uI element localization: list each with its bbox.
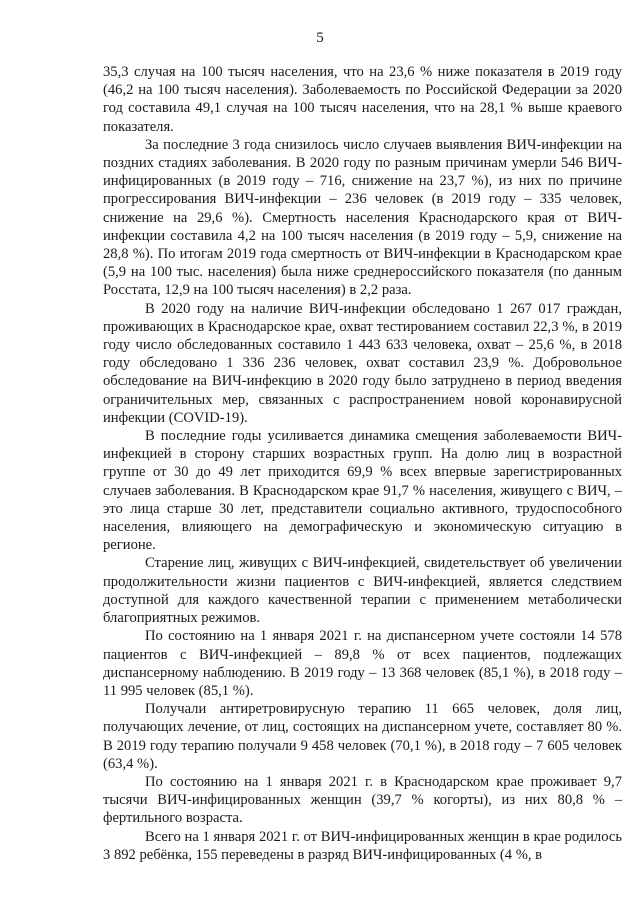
paragraph-antiretroviral-therapy: Получали антиретровирусную терапию 11 665 человек, доля лиц, получающих лечение, от лиц, состоящих на диспансерном учете, составляет 80 %. В 2019 году терапию получали 9 458 человек (70,1 %), в 2018 году – 7 605 человек (63,4 %).	[103, 701, 622, 772]
paragraph-continuation: 35,3 случая на 100 тысяч населения, что на 23,6 % ниже показателя в 2019 году (46,2 на 100 тысяч населения). Заболеваемость по Российской Федерации за 2020 год составила 49,1 случая на 100 тысяч населения, что на 28,1 % выше краевого показателя.	[103, 64, 622, 135]
paragraph-women: По состоянию на 1 января 2021 г. в Краснодарском крае проживает 9,7 тысячи ВИЧ-инфицированных женщин (39,7 % когорты), из них 80,8 % – фертильного возраста.	[103, 773, 622, 827]
paragraph-late-stage-detection: За последние 3 года снизилось число случаев выявления ВИЧ-инфекции на поздних стадиях заболевания. В 2020 году по разным причинам умерли 546 ВИЧ-инфицированных (в 2019 году – 716, снижение на 23,7 %), из них по причине прогрессирования ВИЧ-инфекции – 236 человек (в 2019 году – 335 человек, снижение на 29,6 %). Смертность населения Краснодарского края от ВИЧ-инфекции составила 4,2 на 100 тысяч населения (в 2019 году – 5,9, снижение на 28,8 %). По итогам 2019 года смертность от ВИЧ-инфекции в Краснодарском крае (5,9 на 100 тыс. населения) была ниже среднероссийского показателя (по данным Росстата, 12,9 на 100 тысяч населения) в 2,2 раза.	[103, 136, 622, 299]
document-body	[103, 63, 622, 864]
paragraph-age-shift: В последние годы усиливается динамика смещения заболеваемости ВИЧ-инфекцией в сторону старших возрастных групп. На долю лиц в возрастной группе от 30 до 49 лет приходится 69,9 % всех впервые зарегистрированных случаев заболевания. В Краснодарском крае 91,7 % населения, живущего с ВИЧ, – это лица старше 30 лет, представители социально активного, трудоспособного населения, влияющего на демографическую и экономическую ситуацию в регионе.	[103, 428, 622, 554]
page-number: 5	[316, 30, 324, 46]
paragraph-dispensary-registration: По состоянию на 1 января 2021 г. на диспансерном учете состояли 14 578 пациентов с ВИЧ-инфекцией – 89,8 % от всех пациентов, подлежащих диспансерному наблюдению. В 2019 году – 13 368 человек (85,1 %), в 2018 году – 11 995 человек (85,1 %).	[103, 628, 622, 699]
paragraph-testing-coverage: В 2020 году на наличие ВИЧ-инфекции обследовано 1 267 017 граждан, проживающих в Краснодарское крае, охват тестированием составил 22,3 %, в 2019 году число обследованных составило 1 443 633 человека, охват – 25,6 %, в 2018 году обследовано 1 336 236 человек, охват составил 23,9 %. Добровольное обследование на ВИЧ-инфекцию в 2020 году было затруднено в период введения ограничительных мер, связанных с распространением новой коронавирусной инфекции (COVID-19).	[103, 300, 622, 426]
paragraph-aging: Старение лиц, живущих с ВИЧ-инфекцией, свидетельствует об увеличении продолжительности жизни пациентов с ВИЧ-инфекцией, является следствием доступной для каждого качественной терапии с применением метаболически благоприятных режимов.	[103, 555, 622, 627]
paragraph-children-born: Всего на 1 января 2021 г. от ВИЧ-инфицированных женщин в крае родилось 3 892 ребёнка, 155 переведены в разряд ВИЧ-инфицированных (4 %, в	[103, 828, 622, 863]
